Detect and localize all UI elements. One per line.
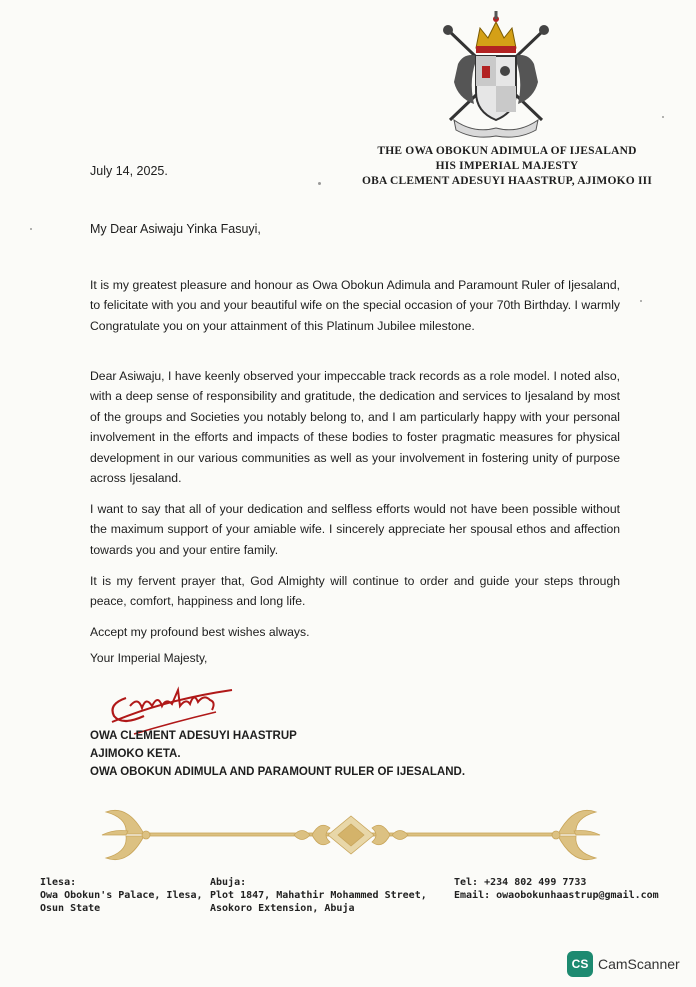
letterhead-subtitle: HIS IMPERIAL MAJESTY [435,160,579,172]
signatory-office: OWA OBOKUN ADIMULA AND PARAMOUNT RULER OF IJESALAND. [90,765,466,778]
camscanner-watermark [567,950,691,978]
paragraph: Accept my profound best wishes always. [90,625,310,639]
footer-address-line: Plot 1847, Mahathir Mohammed Street, [210,890,427,901]
closing: Your Imperial Majesty, [90,651,208,665]
footer-heading: Ilesa: [40,877,77,888]
paragraph: I want to say that all of your dedication and selfless efforts would not have been possible without the maximum support of your amiable wife. I sincerely appreciate her spousal ethos and affection towards you and your entire family. [90,502,620,557]
signature-block [90,728,465,781]
paragraph: It is my fervent prayer that, God Almighty will continue to order and guide your steps through peace, comfort, happiness and long life. [90,574,620,609]
footer-phone: Tel: +234 802 499 7733 [454,877,587,888]
footer-email: Email: owaobokunhaastrup@gmail.com [454,890,659,901]
scan-speck [662,116,664,118]
footer-ilesa-address [40,876,220,915]
letterhead-title: THE OWA OBOKUN ADIMULA OF IJESALAND [377,145,637,157]
camscanner-logo-icon: CS [567,951,593,977]
signatory-title: AJIMOKO KETA. [90,747,181,760]
salutation: My Dear Asiwaju Yinka Fasuyi, [90,222,261,236]
footer-address-line: Asokoro Extension, Abuja [210,903,355,914]
paragraph: Dear Asiwaju, I have keenly observed your impeccable track records as a role model. I noted also, with a deep sense of responsibility and gratitude, the dedication and services to Ijesaland by most of the groups and Societies you notably belong to, and I am particularly happy with your personal involvement in the efforts and impacts of these bodies to foster pragmatic measures for physical development in our various communities as well as your involvement in fostering unity of purpose across Ijesaland. [90,369,620,486]
letterhead-name: OBA CLEMENT ADESUYI HAASTRUP, AJIMOKO III [362,175,653,187]
letter-date: July 14, 2025. [90,164,168,178]
ornamental-divider-icon [98,796,604,874]
royal-crest-icon [434,8,558,142]
scan-speck [318,182,321,185]
footer-contact [454,876,679,902]
camscanner-label: CamScanner [598,956,680,972]
footer-heading: Abuja: [210,877,247,888]
signatory-name: OWA CLEMENT ADESUYI HAASTRUP [90,730,297,742]
footer-address-line: Osun State [40,903,101,914]
scan-speck [30,228,32,230]
footer-address-line: Owa Obokun's Palace, Ilesa, [40,890,203,901]
letterhead [362,144,652,189]
footer-abuja-address [210,876,440,915]
paragraph: It is my greatest pleasure and honour as Owa Obokun Adimula and Paramount Ruler of Ijesaland, to felicitate with you and your beautiful wife on the special occasion of your 70th Birthday. I warmly Congratulate you on your attainment of this Platinum Jubilee milestone. [90,278,620,333]
scan-speck [640,300,642,302]
